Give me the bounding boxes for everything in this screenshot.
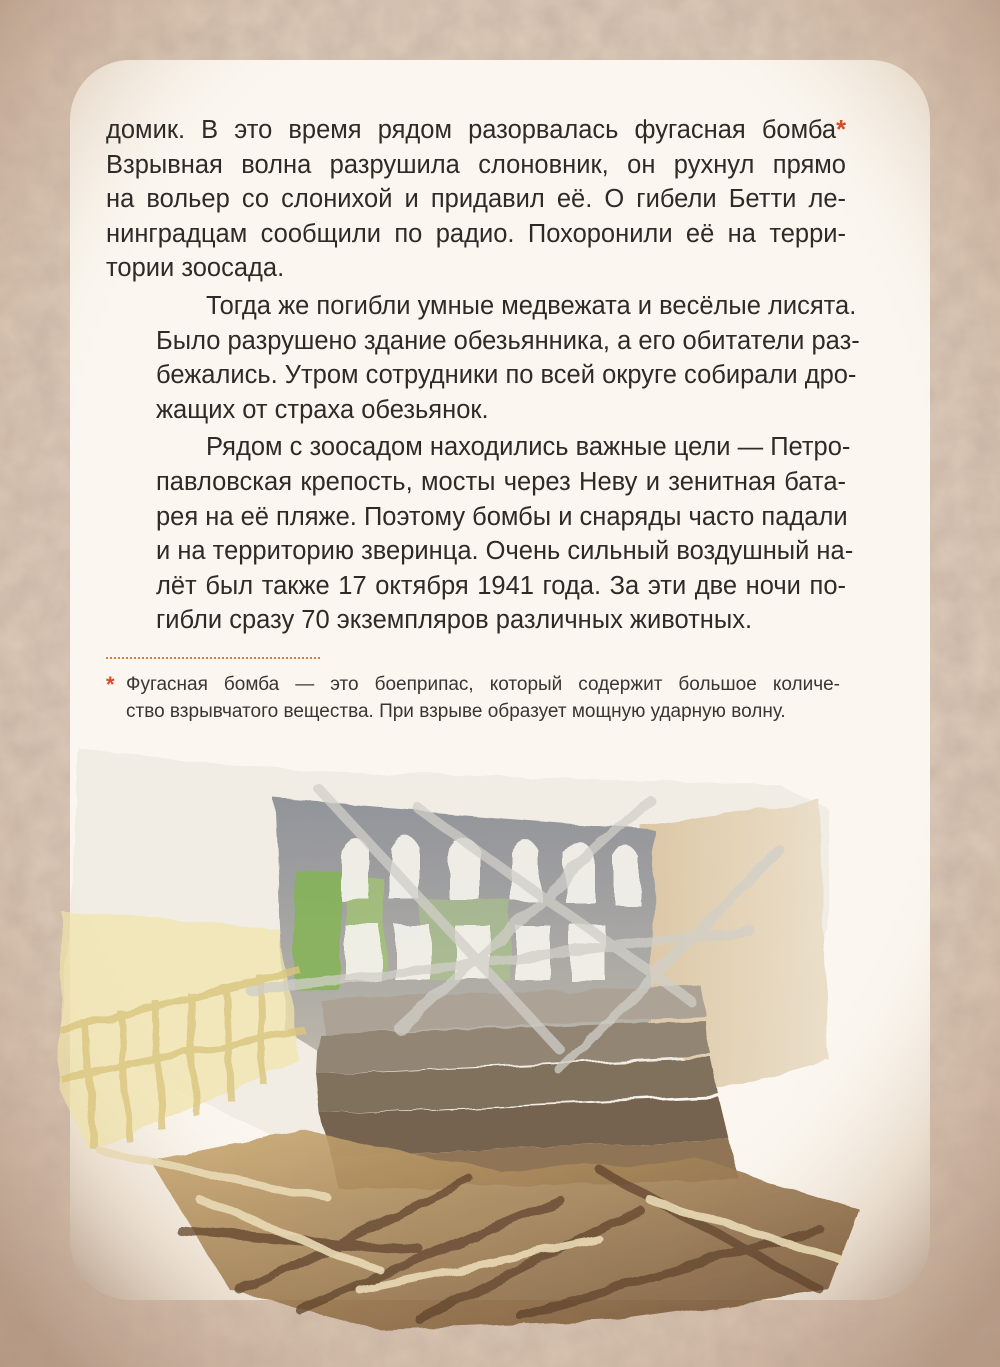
text-line: Рядом с зоосадом находились важные цели — Петро- <box>206 433 851 462</box>
paragraph-1 <box>106 113 846 286</box>
text-line: лёт был также 17 октября 1941 года. За эти две ночи по- <box>156 571 846 600</box>
footnote <box>106 672 840 725</box>
footnote-line: Фугасная бомба — это боеприпас, который содержит большое количе- <box>126 674 840 695</box>
text-line: гибли сразу 70 экземпляров различных животных. <box>156 606 753 635</box>
ruined-building-illustration <box>0 730 1000 1367</box>
text-line: и на территорию зверинца. Очень сильный воздушный на- <box>156 537 854 566</box>
text-line: Тогда же погибли умные медвежата и весёлые лисята. <box>206 291 857 320</box>
footnote-marker: * <box>836 116 846 144</box>
text-line: жащих от страха обезьянок. <box>156 395 489 424</box>
text-line: Было разрушено здание обезьянника, а его обитатели раз- <box>156 326 860 355</box>
paragraph-3 <box>106 430 854 638</box>
text-line: нинградцам сообщили по радио. Похоронили её на терри- <box>106 219 846 248</box>
footnote-divider <box>106 657 320 659</box>
footnote-star: * <box>106 672 115 697</box>
text-line: Взрывная волна разрушила слоновник, он рухнул прямо <box>106 150 846 179</box>
text-line: рея на её пляже. Поэтому бомбы и снаряды часто падали <box>156 502 848 531</box>
body-text <box>106 113 860 638</box>
text-line: домик. В это время рядом разорвалась фугасная бомба* <box>106 116 846 144</box>
footnote-line: ство взрывчатого вещества. При взрыве образует мощную ударную волну. <box>126 700 786 722</box>
text-line: на вольер со слонихой и придавил её. О гибели Бетти ле- <box>106 185 846 214</box>
text-line: павловская крепость, мосты через Неву и зенитная бата- <box>156 467 846 496</box>
text-line: тории зоосада. <box>106 254 285 283</box>
text-line: бежались. Утром сотрудники по всей округе собирали дро- <box>156 361 857 390</box>
paragraph-2 <box>106 289 860 427</box>
